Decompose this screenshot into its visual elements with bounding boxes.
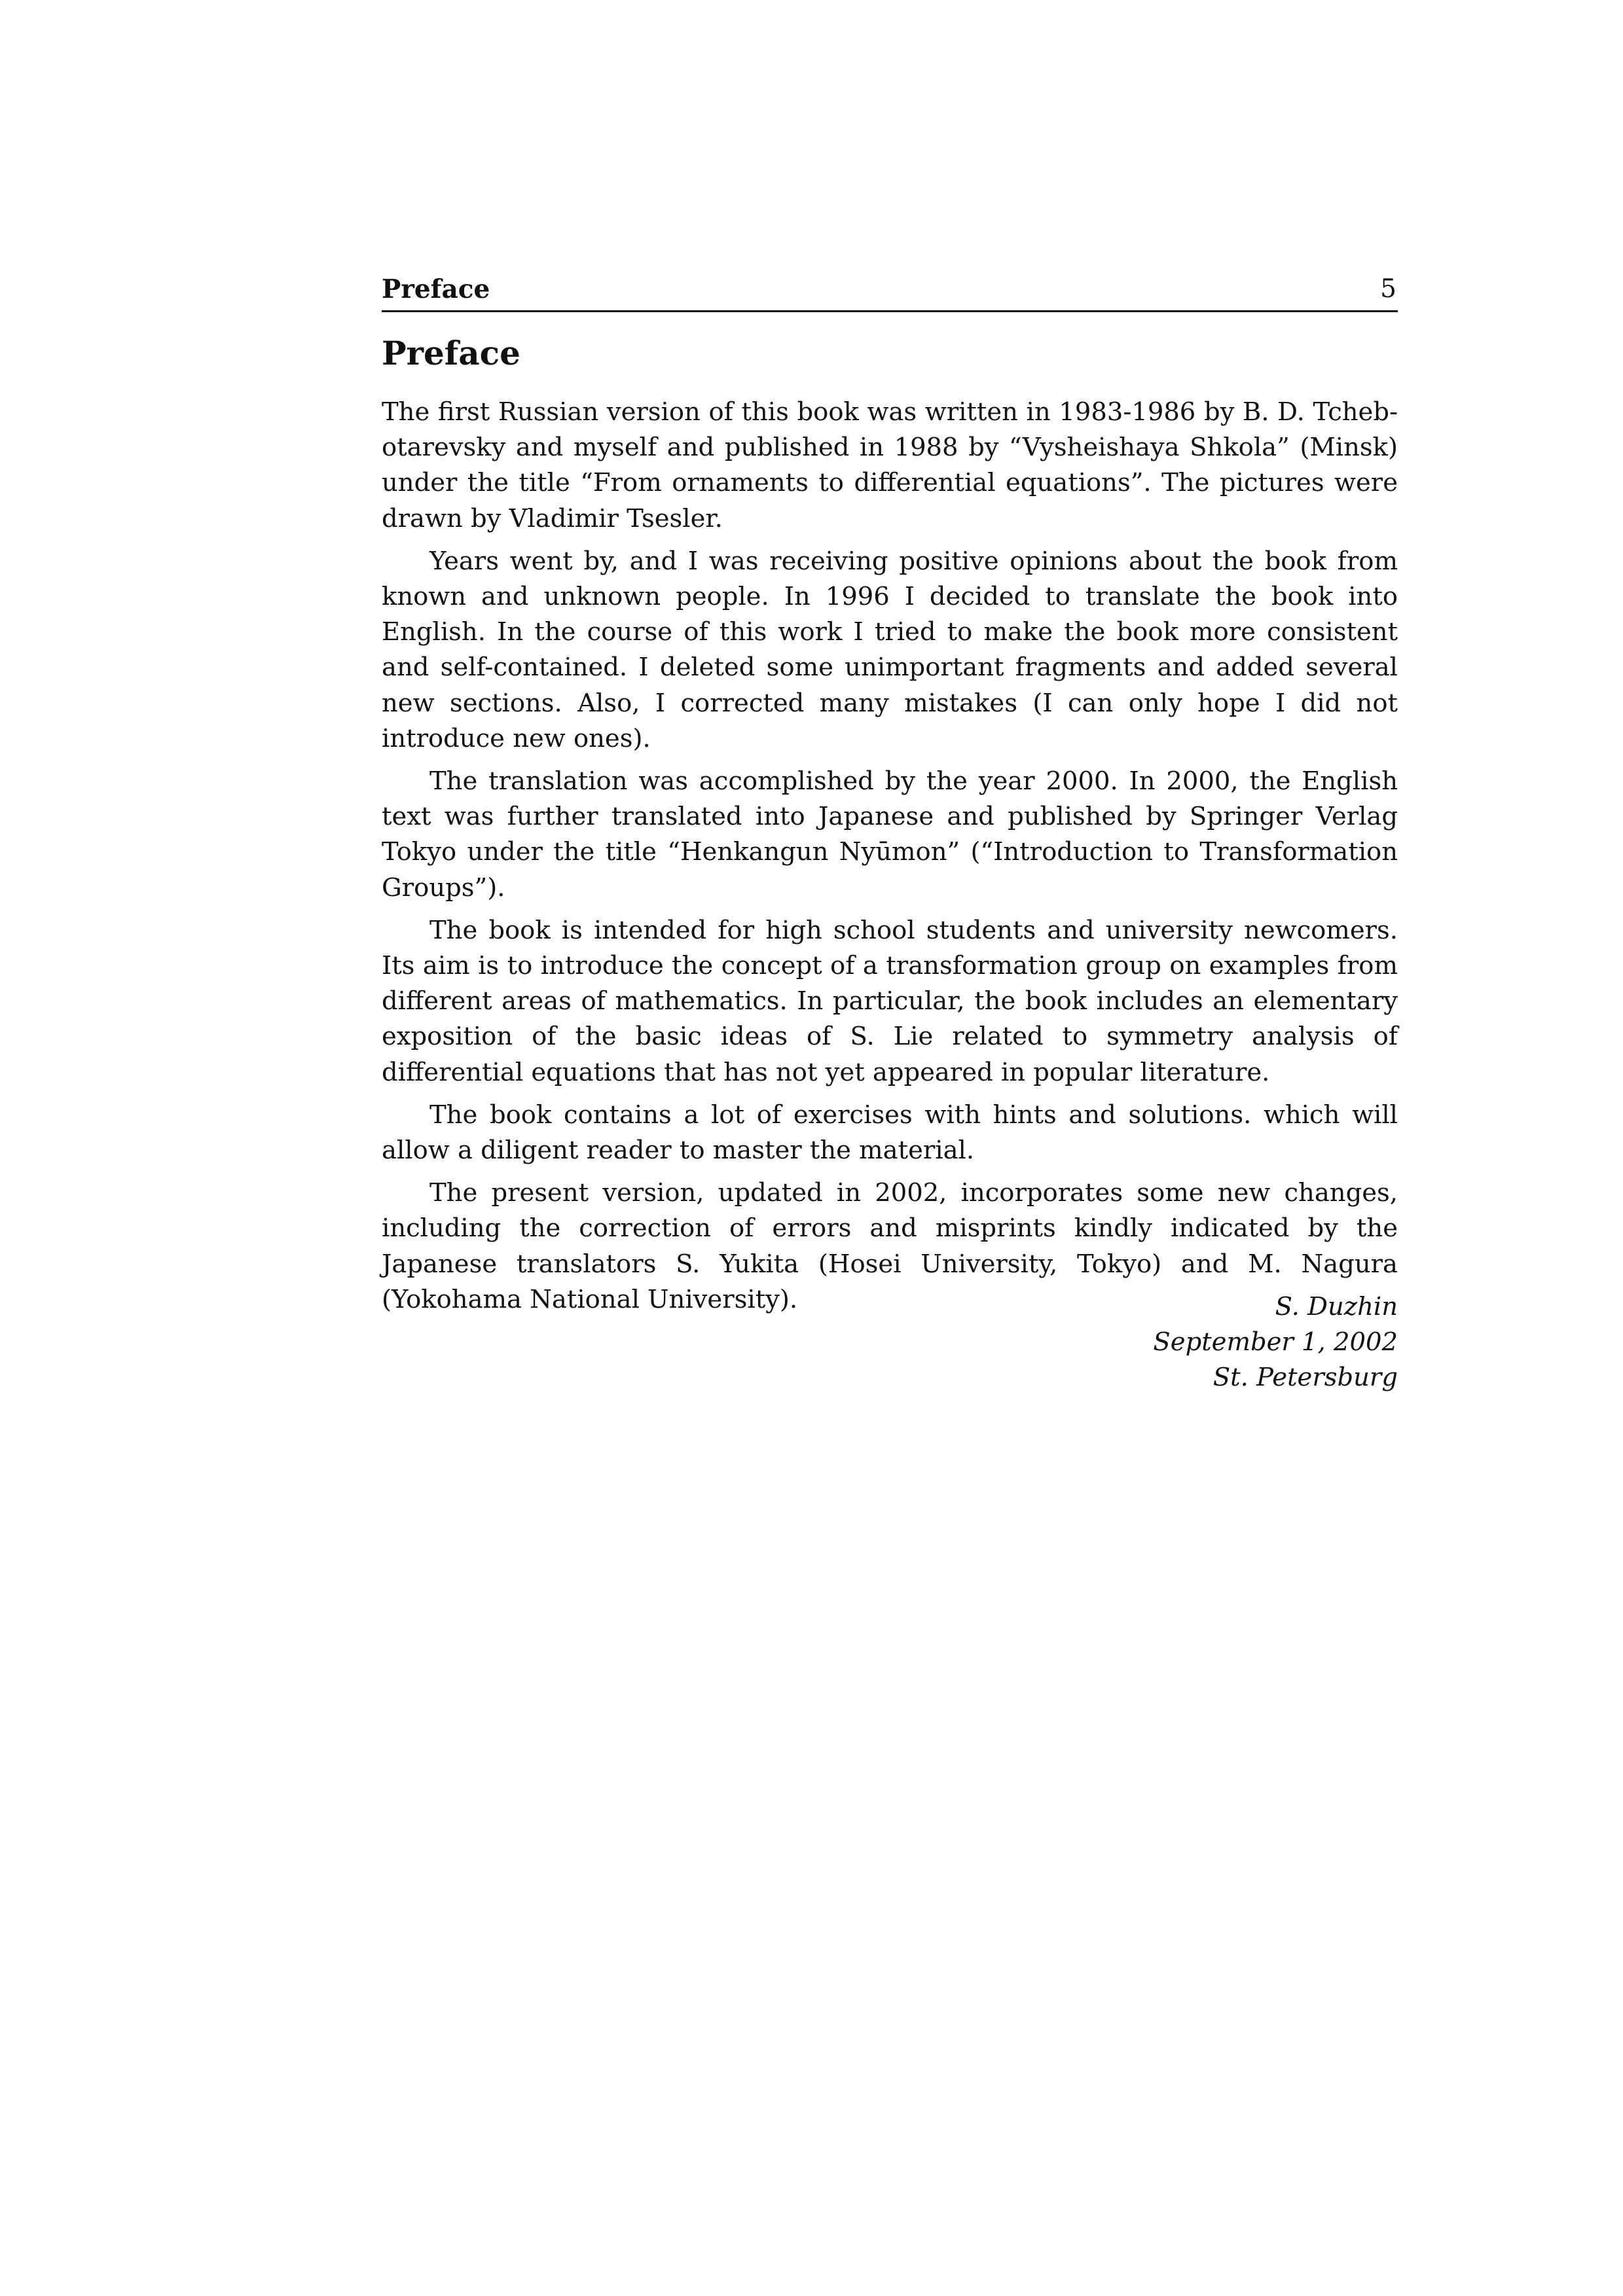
running-head-title: Preface <box>382 274 490 304</box>
signature-block <box>874 1289 1398 1395</box>
paragraph: Years went by, and I was receiving positive opinions about the book from known and unknown people. In 1996 I decided to translate the book into English. In the course of this work I tried to make the book more consistent and self-contained. I deleted some unimportant fragments and added several new sections. Also, I corrected many mistakes (I can only hope I did not introduce new ones). <box>382 546 1398 753</box>
paragraph: The present version, updated in 2002, incorporates some new changes, including the correction of errors and misprints kindly indicated by the Japanese translators S. Yukita (Hosei University, Tokyo) and M. Nagura (Yokohama National University). <box>382 1178 1398 1314</box>
paragraph: The translation was accomplished by the year 2000. In 2000, the English text was further translated into Japanese and published by Springer Verlag Tokyo under the title “Henkangun Nyūmon” (“Introduction to Transformation Groups”). <box>382 766 1398 903</box>
page-number: 5 <box>1380 274 1396 304</box>
section-title: Preface <box>382 334 520 372</box>
author-name: S. Duzhin <box>1275 1292 1398 1321</box>
running-head <box>382 274 1398 312</box>
paragraph: The book contains a lot of exercises with hints and solutions. which will allow a diligent reader to master the material. <box>382 1100 1398 1166</box>
signature-place: St. Petersburg <box>1213 1363 1398 1392</box>
preface-body <box>382 395 1398 1325</box>
signature-date: September 1, 2002 <box>1153 1327 1398 1357</box>
paragraph: The first Russian version of this book was written in 1983-1986 by B. D. Tchebotarevsky and myself and published in 1988 by “Vysheishaya Shkola” (Minsk) under the title “From ornaments to differential equations”. The pictures were drawn by Vladimir Tsesler. <box>382 397 1398 533</box>
paragraph: The book is intended for high school students and university newcomers. Its aim is to introduce the concept of a transformation group on examples from different areas of mathematics. In particular, the book includes an elementary exposition of the basic ideas of S. Lie related to symmetry analysis of differential equations that has not yet appeared in popular literature. <box>382 915 1398 1087</box>
document-page <box>382 0 1398 2296</box>
